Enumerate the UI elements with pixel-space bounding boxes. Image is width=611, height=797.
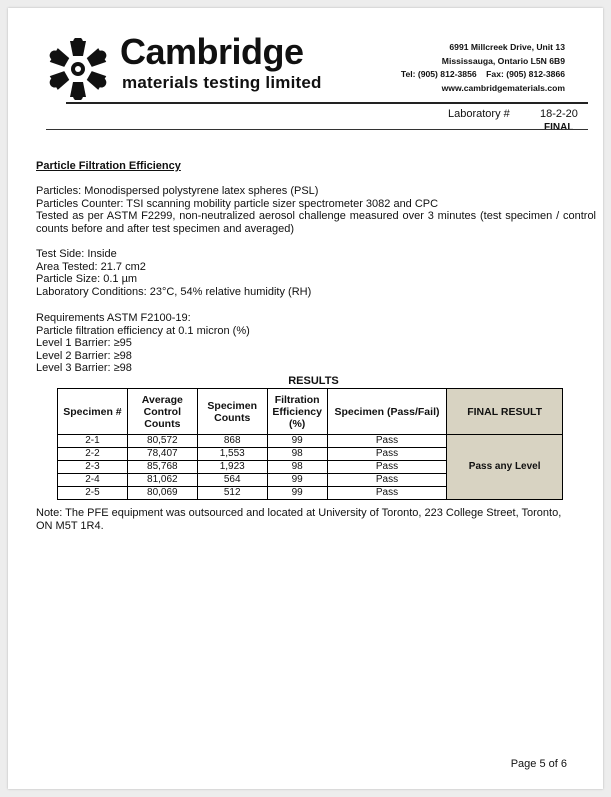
cell-control: 85,768 <box>127 461 197 474</box>
phone-fax: Tel: (905) 812-3856 Fax: (905) 812-3866 <box>400 69 565 79</box>
test-side: Test Side: Inside <box>36 248 117 260</box>
cell-specimen: 2-3 <box>58 461 128 474</box>
particles-line: Particles: Monodispersed polystyrene latex spheres (PSL) <box>36 185 319 197</box>
area-tested: Area Tested: 21.7 cm2 <box>36 260 146 273</box>
cell-efficiency: 98 <box>267 461 327 474</box>
cell-specimen: 2-4 <box>58 474 128 487</box>
cell-efficiency: 99 <box>267 474 327 487</box>
header-specimen: Specimen # <box>58 389 128 435</box>
note: Note: The PFE equipment was outsourced and located at University of Toronto, 223 College Street, Toronto, ON M5T 1R4. <box>36 507 562 532</box>
header-average-control: Average Control Counts <box>127 389 197 435</box>
lab-number-value: 18-2-20 <box>540 108 578 120</box>
table-row <box>58 435 563 448</box>
cell-efficiency: 99 <box>267 487 327 500</box>
company-name: Cambridge <box>120 31 304 72</box>
cell-specimen: 2-5 <box>58 487 128 500</box>
report-status-partial: FINAL <box>544 122 574 129</box>
cell-counts: 1,923 <box>197 461 267 474</box>
cell-control: 78,407 <box>127 448 197 461</box>
cell-control: 81,062 <box>127 474 197 487</box>
cell-specimen: 2-1 <box>58 435 128 448</box>
cell-counts: 1,553 <box>197 448 267 461</box>
cell-counts: 868 <box>197 435 267 448</box>
test-conditions <box>36 248 596 298</box>
results-title: RESULTS <box>288 375 339 387</box>
cell-counts: 564 <box>197 474 267 487</box>
cell-counts: 512 <box>197 487 267 500</box>
particle-size: Particle Size: 0.1 µm <box>36 273 138 285</box>
results-header-row <box>58 389 563 435</box>
tested-line: Tested as per ASTM F2299, non-neutralized aerosol challenge measured over 3 minutes (test specimen / control counts before and after test specimen and averaged) <box>36 210 596 235</box>
level-1: Level 1 Barrier: ≥95 <box>36 337 132 349</box>
company-address <box>401 41 565 95</box>
document-page <box>8 8 603 789</box>
address-line-1: 6991 Millcreek Drive, Unit 13 <box>449 42 565 52</box>
address-line-2: Mississauga, Ontario L5N 6B9 <box>441 55 565 66</box>
header-divider <box>66 102 588 104</box>
header-final-result: FINAL RESULT <box>447 389 563 435</box>
website: www.cambridgematerials.com <box>441 82 565 93</box>
level-2: Level 2 Barrier: ≥98 <box>36 349 132 362</box>
requirements-title: Requirements ASTM F2100-19: <box>36 312 191 324</box>
header-specimen-counts: Specimen Counts <box>197 389 267 435</box>
cell-control: 80,069 <box>127 487 197 500</box>
company-logo-icon <box>46 38 110 100</box>
cell-specimen: 2-2 <box>58 448 128 461</box>
cell-efficiency: 99 <box>267 435 327 448</box>
test-description <box>36 185 596 235</box>
cell-result: Pass <box>327 487 447 500</box>
counter-line: Particles Counter: TSI scanning mobility particle sizer spectrometer 3082 and CPC <box>36 197 439 210</box>
cell-result: Pass <box>327 461 447 474</box>
cell-result: Pass <box>327 448 447 461</box>
cell-efficiency: 98 <box>267 448 327 461</box>
header-pass-fail: Specimen (Pass/Fail) <box>327 389 447 435</box>
lab-number-label: Laboratory # <box>448 108 510 120</box>
lab-divider <box>46 129 588 130</box>
requirements <box>36 312 596 375</box>
lab-conditions: Laboratory Conditions: 23°C, 54% relative humidity (RH) <box>36 285 312 298</box>
requirements-line: Particle filtration efficiency at 0.1 micron (%) <box>36 324 250 337</box>
cell-result: Pass <box>327 435 447 448</box>
level-3: Level 3 Barrier: ≥98 <box>36 362 132 374</box>
company-subtitle: materials testing limited <box>122 73 322 92</box>
header-filtration-efficiency: Filtration Efficiency (%) <box>267 389 327 435</box>
page-number: Page 5 of 6 <box>510 758 567 770</box>
cell-result: Pass <box>327 474 447 487</box>
final-result-cell: Pass any Level <box>447 435 563 500</box>
results-table <box>57 388 563 500</box>
cell-control: 80,572 <box>127 435 197 448</box>
section-title: Particle Filtration Efficiency <box>36 160 181 172</box>
